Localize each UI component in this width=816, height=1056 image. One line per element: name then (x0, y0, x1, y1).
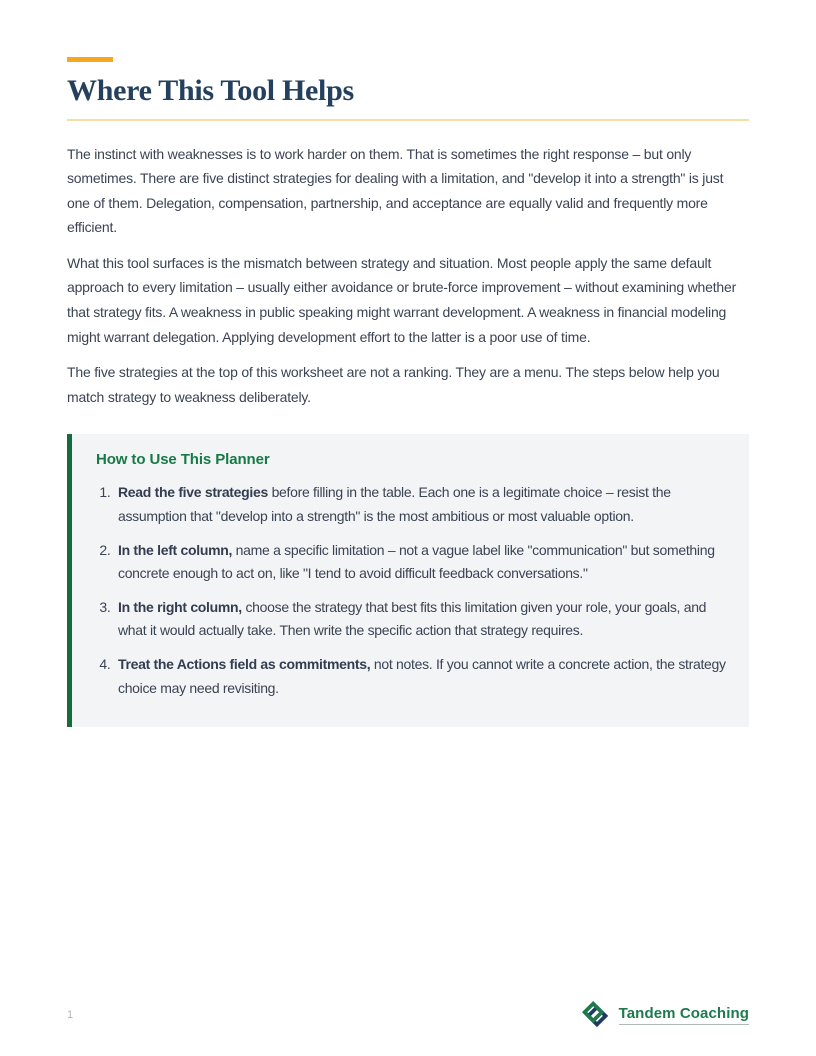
instruction-text: choose the strategy that best fits this limitation given your role, your goals, and what it would actually take. Then write the specific action that strategy requires. (118, 598, 707, 639)
instruction-list (96, 481, 731, 700)
instruction-lead: Read the five strategies (118, 484, 268, 501)
brand-name: Tandem Coaching (619, 1005, 749, 1025)
tandem-diamond-icon (582, 1001, 610, 1029)
body-paragraph: The instinct with weaknesses is to work harder on them. That is sometimes the right response – but only sometimes. There are five distinct strategies for dealing with a limitation, and "develop it into a strength" is just one of them. Delegation, compensation, partnership, and acceptance are equally valid and frequently more efficient. (67, 145, 724, 236)
page-title: Where This Tool Helps (67, 74, 354, 107)
body-copy (67, 142, 749, 410)
instruction-lead: In the right column, (118, 598, 242, 615)
instruction-lead: Treat the Actions field as commitments, (118, 656, 371, 672)
callout-title: How to Use This Planner (96, 451, 270, 469)
title-underline (67, 119, 749, 121)
body-paragraph: What this tool surfaces is the mismatch between strategy and situation. Most people apply the same default approach to every limitation – usually either avoidance or brute-force improvement – without examining whether that strategy fits. A weakness in public speaking might warrant development. A weakness in financial modeling might warrant delegation. Applying development effort to the latter is a poor use of time. (67, 254, 737, 345)
instruction-text: not notes. If you cannot write a concrete action, the strategy choice may need revisiting. (118, 656, 726, 696)
instruction-item (114, 596, 731, 643)
instruction-item (114, 539, 731, 586)
how-to-callout (67, 434, 749, 727)
instruction-text: before filling in the table. Each one is a legitimate choice – resist the assumption that "develop into a strength" is the most ambitious or most valuable option. (118, 484, 671, 525)
brand-logo-link[interactable] (582, 1001, 749, 1029)
instruction-item (114, 481, 731, 528)
instruction-text: name a specific limitation – not a vague label like "communication" but something concrete enough to act on, like "I tend to avoid difficult feedback conversations." (118, 541, 715, 582)
accent-bar (67, 57, 113, 62)
body-paragraph: The five strategies at the top of this worksheet are not a ranking. They are a menu. The steps below help you match strategy to weakness deliberately. (67, 364, 720, 405)
instruction-item (114, 653, 731, 700)
page-number: 1 (67, 1009, 74, 1021)
instruction-lead: In the left column, (118, 541, 233, 558)
